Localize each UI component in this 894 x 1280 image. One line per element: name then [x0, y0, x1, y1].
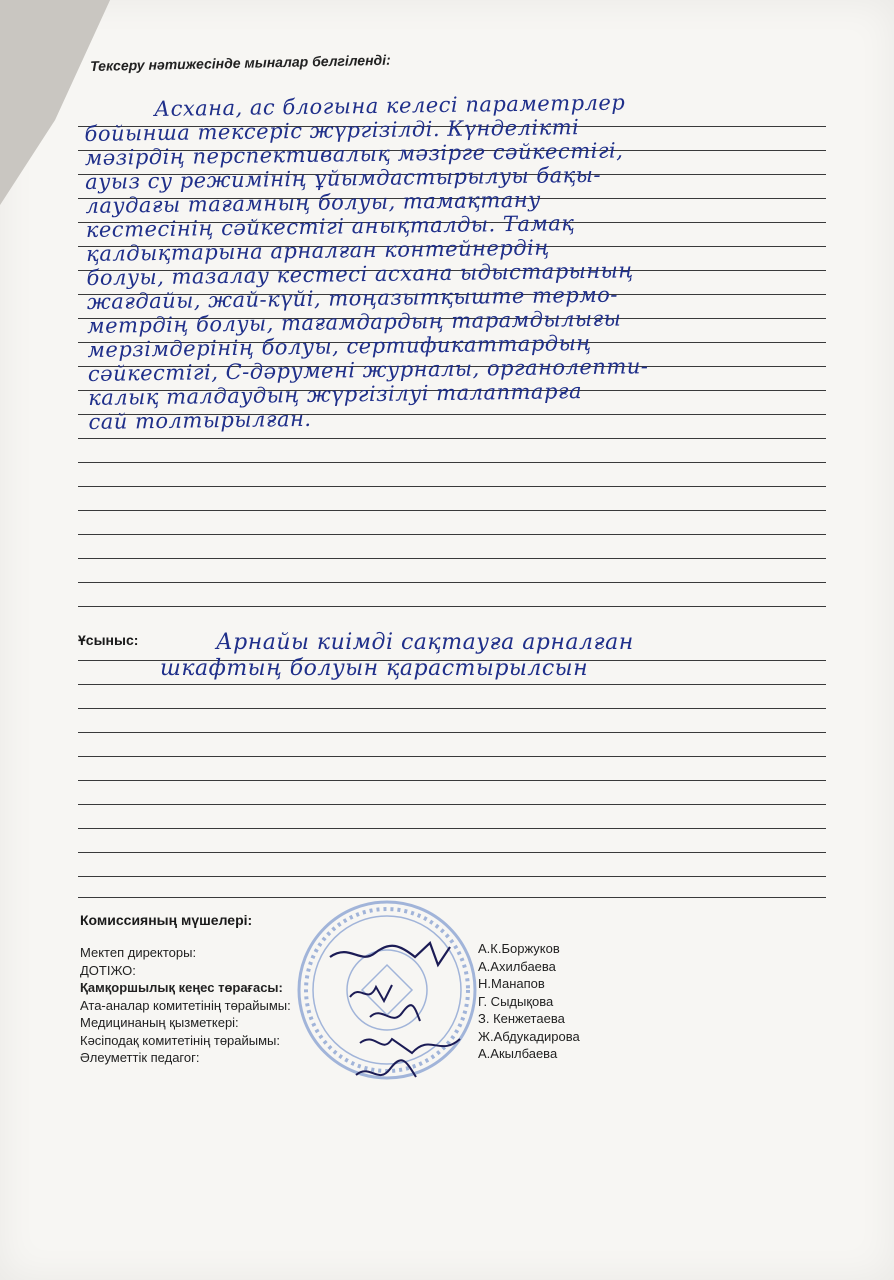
findings-line: лаудағы тағамның болуы, тамақтану: [85, 187, 541, 218]
recommendation-ruled-lines: [78, 0, 826, 900]
findings-line: сәйкестігі, С-дәрумені журналы, органолепти-: [87, 354, 649, 386]
findings-line: сай толтырылған.: [88, 406, 312, 434]
member-name: А.Акылбаева: [478, 1046, 558, 1061]
findings-line: жағдайы, жай-күйі, тоңазытқыште термо-: [86, 282, 619, 314]
findings-line: мерзімдерінің болуы, сертификаттардың: [87, 330, 592, 362]
findings-line: Асхана, ас блогына келесі параметрлер: [154, 90, 626, 122]
findings-line: қалдықтарына арналған контейнердің: [86, 235, 550, 266]
member-name: Ж.Абдукадирова: [478, 1028, 580, 1044]
recommendation-label: Ұсыныс:: [78, 632, 139, 648]
findings-line: мәзірдің перспективалық мәзірге сәйкестігі,: [84, 138, 624, 170]
member-role: ДОТІЖО:: [80, 962, 136, 978]
inspection-heading: Тексеру нәтижесінде мыналар белгіленді:: [90, 51, 391, 74]
member-role: Ата-аналар комитетінің төрайымы:: [80, 997, 291, 1013]
member-name: Н.Манапов: [478, 976, 545, 991]
member-role: Мектеп директоры:: [80, 945, 197, 960]
member-role: Медицинаның қызметкері:: [80, 1015, 239, 1030]
member-name: А.К.Боржуков: [478, 941, 560, 956]
member-name: А.Ахилбаева: [478, 958, 556, 974]
recommendation-line: шкафтың болуын қарастырылсын: [160, 656, 589, 681]
member-name: З. Кенжетаева: [478, 1011, 565, 1026]
findings-line: бойынша тексеріс жүргізілді. Күнделікті: [84, 115, 580, 146]
findings-line: ауыз су режимінің ұйымдастырылуы бақы-: [85, 162, 602, 194]
member-role: Кәсіподақ комитетінің төрайымы:: [80, 1032, 281, 1048]
member-role: Әлеуметтік педагог:: [80, 1050, 200, 1065]
recommendation-line: Арнайы киімді сақтауға арналған: [216, 630, 634, 655]
commission-label: Комиссияның мүшелері:: [80, 912, 253, 928]
findings-line: кестесінің сәйкестігі анықталды. Тамақ: [85, 211, 575, 242]
findings-line: болуы, тазалау кестесі асхана ыдыстарының: [86, 258, 634, 290]
member-role: Қамқоршылық кеңес төрағасы:: [80, 980, 283, 995]
findings-line: калық талдаудың жүргізілуі талаптарға: [88, 379, 583, 410]
findings-line: метрдің болуы, тағамдардың тарамдылығы: [87, 306, 622, 338]
member-name: Г. Сыдықова: [478, 993, 554, 1009]
signatures: [320, 935, 480, 1095]
